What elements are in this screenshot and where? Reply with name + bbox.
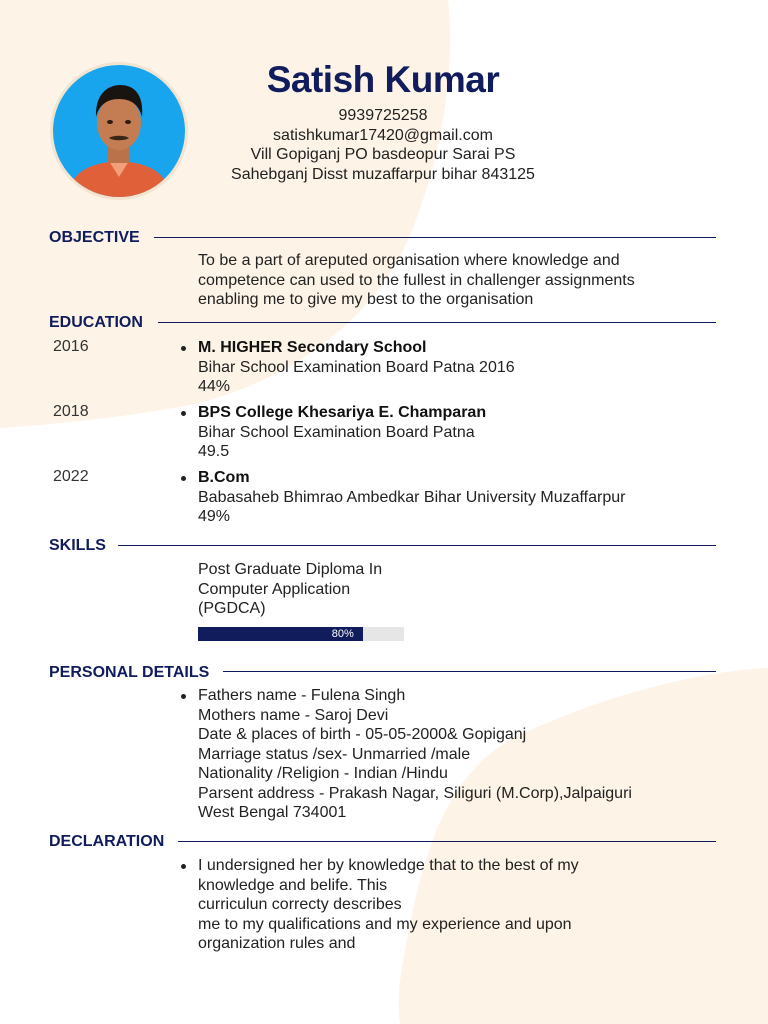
board-name: Babasaheb Bhimrao Ambedkar Bihar University Muzaffarpur: [198, 488, 626, 506]
skill-description: [198, 560, 382, 619]
skill-level-fill: 80%: [198, 627, 363, 641]
score: 44%: [198, 378, 231, 395]
bullet-icon: [181, 411, 186, 416]
profile-photo: [50, 62, 188, 200]
address-line-2: Sahebganj Disst muzaffarpur bihar 843125: [231, 165, 535, 183]
declaration-divider: [178, 841, 716, 842]
personal-detail-line: Marriage status /sex- Unmarried /male: [198, 745, 471, 763]
candidate-name: Satish Kumar: [266, 59, 500, 100]
personal-detail-line: Mothers name - Saroj Devi: [198, 706, 389, 724]
education-entry: [198, 338, 515, 397]
personal-details-list: [198, 686, 632, 823]
declaration-line: organization rules and: [198, 935, 356, 952]
personal-detail-line: Date & places of birth - 05-05-2000& Gopiganj: [198, 726, 527, 743]
objective-line: enabling me to give my best to the organisation: [198, 291, 534, 308]
skill-level-bar: [198, 627, 404, 641]
skill-line: (PGDCA): [198, 600, 266, 617]
declaration-title: DECLARATION: [49, 833, 165, 850]
personal-details-divider: [223, 671, 716, 672]
education-year: 2022: [53, 468, 89, 485]
objective-title: OBJECTIVE: [49, 229, 140, 246]
board-name: Bihar School Examination Board Patna 2016: [198, 358, 515, 376]
school-name: B.Com: [198, 469, 250, 486]
school-name: M. HIGHER Secondary School: [198, 339, 427, 356]
education-year: 2016: [53, 338, 89, 355]
school-name: BPS College Khesariya E. Champaran: [198, 404, 487, 421]
score: 49.5: [198, 443, 230, 460]
personal-details-title: PERSONAL DETAILS: [49, 664, 210, 681]
education-divider: [158, 322, 716, 323]
bullet-icon: [181, 864, 186, 869]
declaration-line: I undersigned her by knowledge that to the best of my: [198, 857, 579, 874]
personal-detail-line: West Bengal 734001: [198, 804, 347, 821]
personal-detail-line: Parsent address - Prakash Nagar, Siliguri (M.Corp),Jalpaiguri: [198, 784, 632, 802]
avatar-icon: [53, 65, 185, 197]
skill-line: Post Graduate Diploma In: [198, 561, 383, 578]
score: 49%: [198, 508, 231, 525]
personal-detail-line: Nationality /Religion - Indian /Hindu: [198, 765, 448, 782]
objective-line: competence can used to the fullest in challenger assignments: [198, 271, 635, 289]
education-year: 2018: [53, 403, 89, 420]
board-name: Bihar School Examination Board Patna: [198, 423, 475, 441]
objective-divider: [154, 237, 716, 238]
skills-divider: [118, 545, 716, 546]
resume-header: [200, 56, 566, 184]
education-entry: [198, 403, 486, 462]
personal-detail-line: Fathers name - Fulena Singh: [198, 687, 406, 704]
declaration-line: knowledge and belife. This: [198, 876, 388, 894]
skills-title: SKILLS: [49, 537, 106, 554]
objective-text: [198, 251, 635, 310]
objective-line: To be a part of areputed organisation where knowledge and: [198, 252, 620, 269]
address-line-1: Vill Gopiganj PO basdeopur Sarai PS: [250, 146, 516, 163]
declaration-line: me to my qualifications and my experience and upon: [198, 915, 572, 933]
skill-line: Computer Application: [198, 580, 351, 598]
education-entry: [198, 468, 625, 527]
bullet-icon: [181, 346, 186, 351]
bullet-icon: [181, 476, 186, 481]
email-address: satishkumar17420@gmail.com: [273, 126, 493, 144]
declaration-line: curriculun correcty describes: [198, 896, 402, 913]
phone-number: 9939725258: [338, 107, 428, 124]
declaration-text: [198, 856, 579, 954]
bullet-icon: [181, 694, 186, 699]
education-title: EDUCATION: [49, 314, 143, 331]
